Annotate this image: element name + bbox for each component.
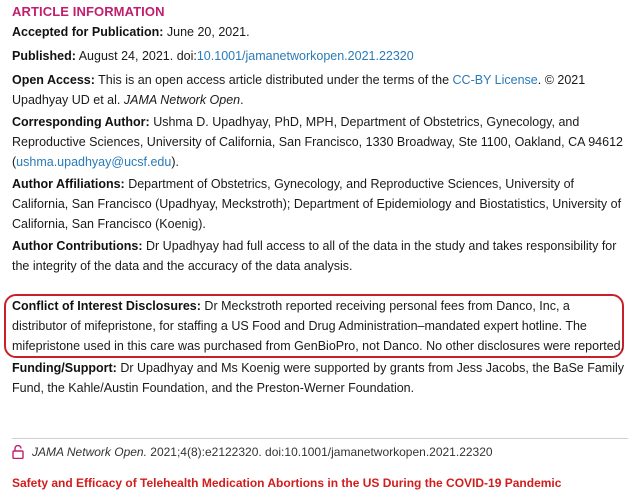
funding-text: Dr Upadhyay and Ms Koenig were supported by grants from Jess Jacobs, the BaSe Family Fund, the Kahle/Austin Foundation, and the Preston-Werner Foundation. xyxy=(12,361,625,395)
contributions-text: Dr Upadhyay had full access to all of the data in the study and takes responsibility for the integrity of the data and the accuracy of the data analysis. xyxy=(12,239,617,273)
open-access-end: . xyxy=(240,93,244,107)
accepted-label: Accepted for Publication: xyxy=(12,25,164,39)
contributions-label: Author Contributions: xyxy=(12,239,143,253)
open-access-copyright: . © 2021 Upadhyay UD et al. xyxy=(12,73,586,107)
funding-label: Funding/Support: xyxy=(12,361,117,375)
doi-link[interactable]: 10.1001/jamanetworkopen.2021.22320 xyxy=(196,49,414,63)
open-lock-icon xyxy=(12,445,24,459)
published-label: Published: xyxy=(12,49,76,63)
citation-journal: JAMA Network Open. xyxy=(32,445,147,459)
affiliations-text: Department of Obstetrics, Gynecology, and Reproductive Sciences, University of California, San Francisco (Upadhyay, Meckstroth); Department of Epidemiology and Biostatistics, University of California, San Francisco (Koenig). xyxy=(12,177,622,231)
published-line xyxy=(12,46,628,66)
accepted-text: June 20, 2021. xyxy=(166,25,250,39)
section-heading: ARTICLE INFORMATION xyxy=(12,4,165,19)
open-access-journal: JAMA Network Open xyxy=(123,93,241,107)
corresponding-author-paragraph xyxy=(12,112,628,172)
affiliations-paragraph xyxy=(12,174,628,234)
corresponding-author-label: Corresponding Author: xyxy=(12,115,150,129)
conflict-paragraph xyxy=(12,296,628,356)
open-access-label: Open Access: xyxy=(12,73,95,87)
citation-text: 2021;4(8):e2122320. doi:10.1001/jamanetworkopen.2021.22320 xyxy=(150,445,493,459)
open-access-paragraph xyxy=(12,70,628,110)
affiliations-label: Author Affiliations: xyxy=(12,177,125,191)
published-text: August 24, 2021. doi: xyxy=(78,49,197,63)
funding-paragraph xyxy=(12,358,628,398)
divider xyxy=(12,438,628,439)
author-email-link[interactable]: ushma.upadhyay@ucsf.edu xyxy=(16,155,172,169)
conflict-label: Conflict of Interest Disclosures: xyxy=(12,299,201,313)
contributions-paragraph xyxy=(12,236,628,276)
citation-line xyxy=(12,444,628,460)
corresponding-author-text: Ushma D. Upadhyay, PhD, MPH, Department of Obstetrics, Gynecology, and Reproductive Sciences, University of California, San Francisco, 1330 Broadway, Ste 1100, Oakland, CA 94612 ( xyxy=(12,115,623,169)
open-access-text: This is an open access article distributed under the terms of the xyxy=(98,73,450,87)
cc-by-license-link[interactable]: CC-BY License xyxy=(452,73,538,87)
footer-article-title: Safety and Efficacy of Telehealth Medication Abortions in the US During the COVID-19 Pandemic xyxy=(12,476,562,490)
conflict-text: Dr Meckstroth reported receiving personal fees from Danco, Inc, a distributor of mifepristone, for staffing a US Food and Drug Administration–mandated expert hotline. The mifepristone used in this care was purchased from GenBioPro, not Danco. No other disclosures were reported. xyxy=(12,299,625,353)
corresponding-author-end: ). xyxy=(171,155,179,169)
accepted-line xyxy=(12,22,628,42)
